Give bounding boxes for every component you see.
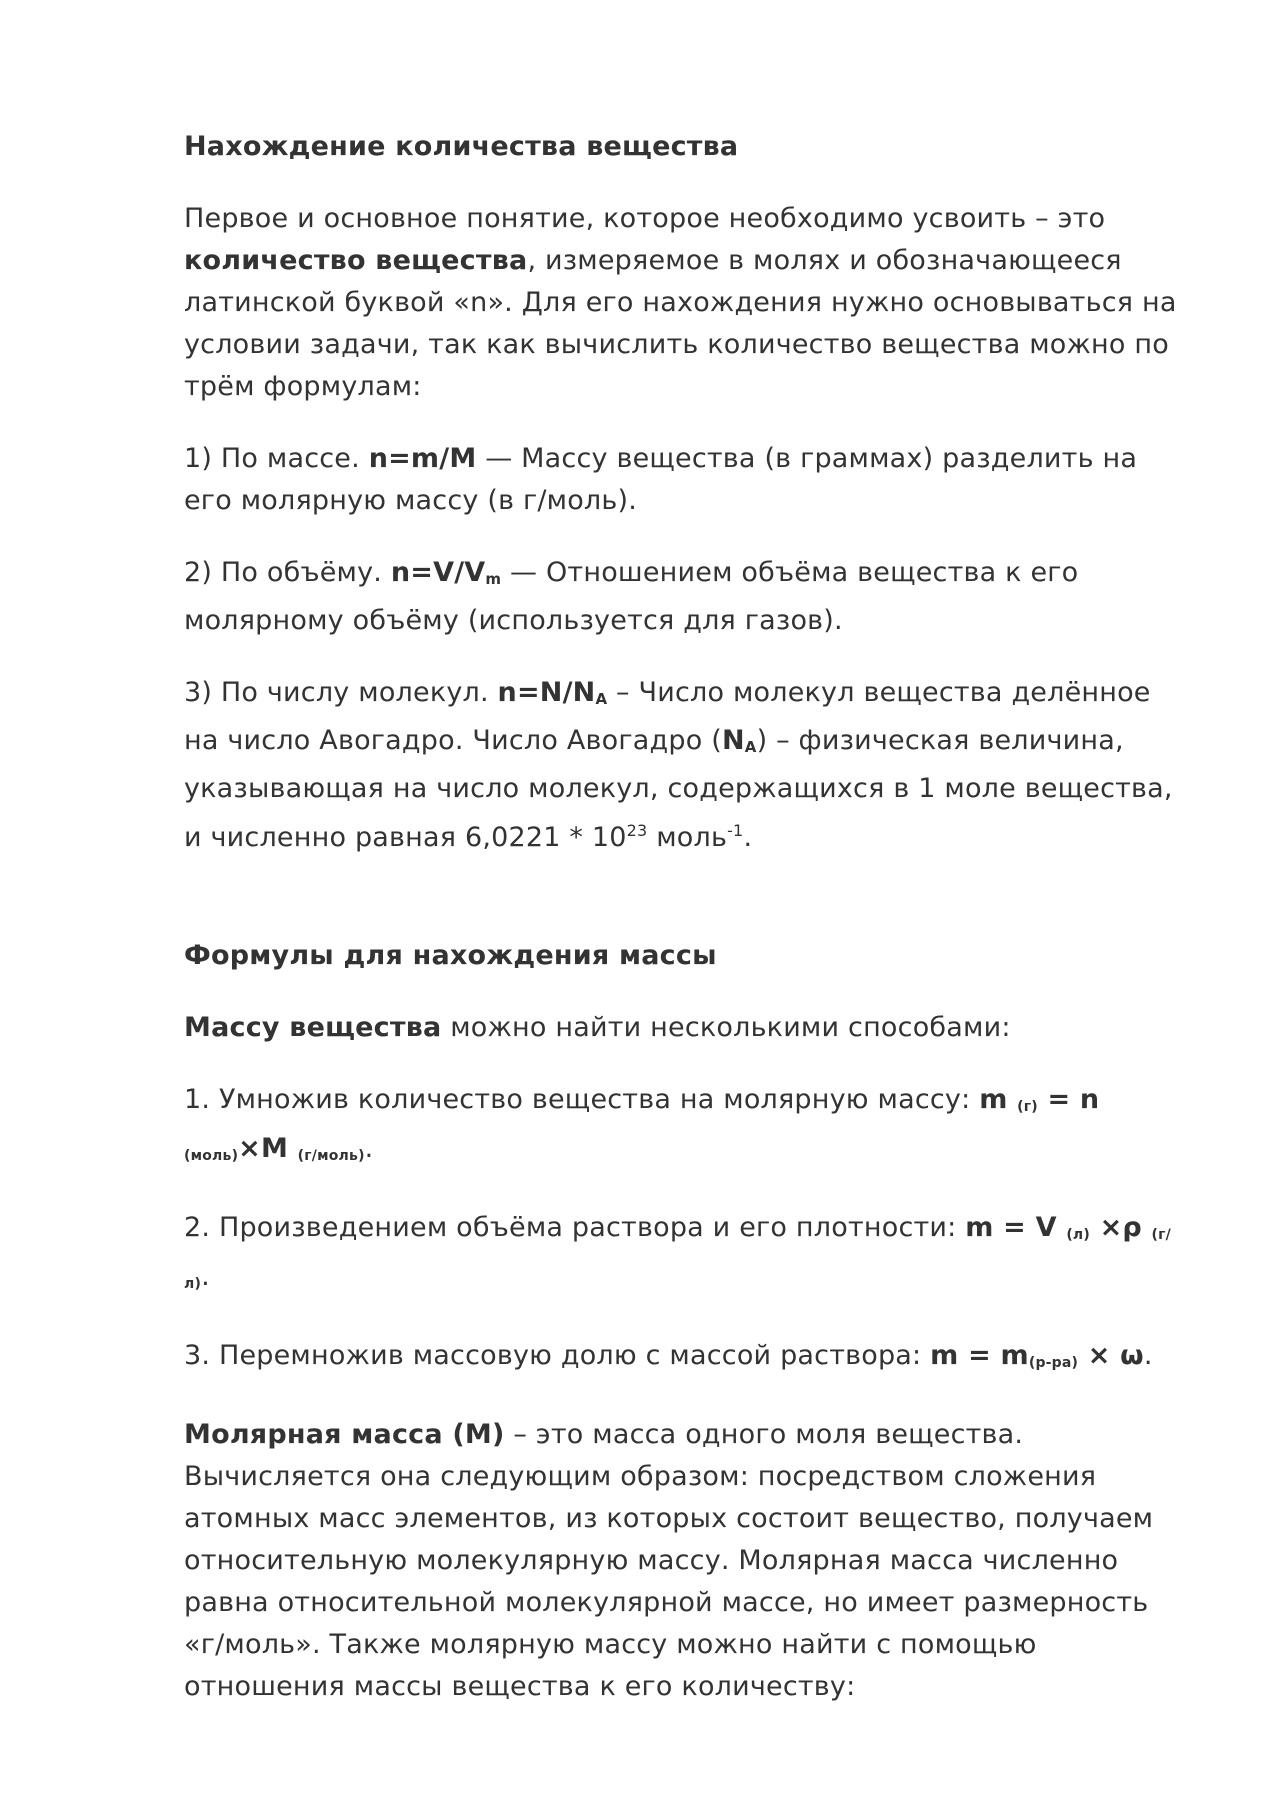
bold-term: Молярная масса (М): [184, 1419, 505, 1450]
section-heading-amount: Нахождение количества вещества: [184, 131, 739, 162]
subscript: (г/моль): [297, 1148, 365, 1164]
paragraph-mass-method-3: [184, 1335, 1184, 1384]
subscript: (моль): [184, 1148, 239, 1164]
paragraph-mass-intro: [184, 1007, 1184, 1049]
paragraph-mass-method-2: [184, 1207, 1184, 1305]
subscript: m: [485, 570, 502, 588]
bold-term: количество вещества: [184, 245, 528, 276]
text-span: — Массу вещества (в граммах) разделить на его молярную массу (в г/моль).: [184, 443, 1138, 516]
text-span: Первое и основное понятие, которое необходимо усвоить – это: [184, 203, 1106, 234]
formula: ×M: [238, 1133, 298, 1164]
subscript: (л): [1066, 1227, 1090, 1243]
text-span: , измеряемое в молях и обозначающееся латинской буквой «n». Для его нахождения нужно основываться на условии задачи, так как вычислить количество вещества можно по трём формулам:: [184, 245, 1177, 402]
text-span: моль: [647, 822, 728, 853]
text-span: 1) По массе.: [184, 443, 369, 474]
formula: ×ρ: [1089, 1212, 1152, 1243]
subscript: (г): [1017, 1099, 1038, 1115]
text-span: .: [201, 1261, 210, 1292]
formula: = n: [1037, 1084, 1100, 1115]
text-span: – это масса одного моля вещества. Вычисляется она следующим образом: посредством сложения атомных масс элементов, из которых состоит вещество, получаем относительную молекулярную массу. Молярная масса численно равна относительной молекулярной массе, но имеет размерность «г/моль». Также молярную массу можно найти с помощью отношения массы вещества к его количеству:: [184, 1419, 1154, 1702]
subscript: A: [595, 690, 608, 708]
subscript: A: [744, 738, 757, 756]
formula: n=m/M: [368, 443, 477, 474]
formula: m = V: [965, 1212, 1067, 1243]
subscript: (г/л): [184, 1227, 1171, 1292]
text-span: 2) По объёму.: [184, 557, 391, 588]
text-span: можно найти несколькими способами:: [441, 1012, 1011, 1043]
text-span: 3. Перемножив массовую долю с массой раствора:: [184, 1340, 931, 1371]
bold-term: Массу вещества: [184, 1012, 442, 1043]
superscript: 23: [626, 821, 648, 840]
formula: n=N/N: [497, 677, 596, 708]
paragraph-formula-volume: [184, 552, 1184, 642]
text-span: – Число молекул вещества делённое на число Авогадро. Число Авогадро (: [184, 677, 1151, 756]
paragraph-molar-mass: [184, 1414, 1184, 1708]
formula: N: [721, 725, 745, 756]
text-span: 3) По числу молекул.: [184, 677, 498, 708]
text-span: .: [743, 822, 753, 853]
formula: n=V/V: [390, 557, 486, 588]
formula: m = m: [930, 1340, 1029, 1371]
section-heading-mass: Формулы для нахождения массы: [184, 940, 717, 971]
formula: m: [979, 1084, 1018, 1115]
text-span: .: [1143, 1340, 1153, 1371]
formula: × ω: [1078, 1340, 1144, 1371]
text-span: .: [364, 1133, 374, 1164]
document-page: [184, 126, 1184, 1738]
paragraph-amount-intro: [184, 198, 1184, 408]
paragraph-formula-molecules: [184, 672, 1184, 859]
paragraph-mass-method-1: [184, 1079, 1184, 1177]
text-span: ) – физическая величина, указывающая на число молекул, содержащихся в 1 моле вещества, и численно равная 6,0221 * 10: [184, 725, 1173, 853]
text-span: 2. Произведением объёма раствора и его плотности:: [184, 1212, 966, 1243]
subscript: (р-ра): [1028, 1355, 1079, 1371]
paragraph-formula-mass: [184, 438, 1184, 522]
text-span: 1. Умножив количество вещества на молярную массу:: [184, 1084, 980, 1115]
superscript: -1: [727, 821, 744, 840]
text-span: — Отношением объёма вещества к его молярному объёму (используется для газов).: [184, 557, 1079, 636]
